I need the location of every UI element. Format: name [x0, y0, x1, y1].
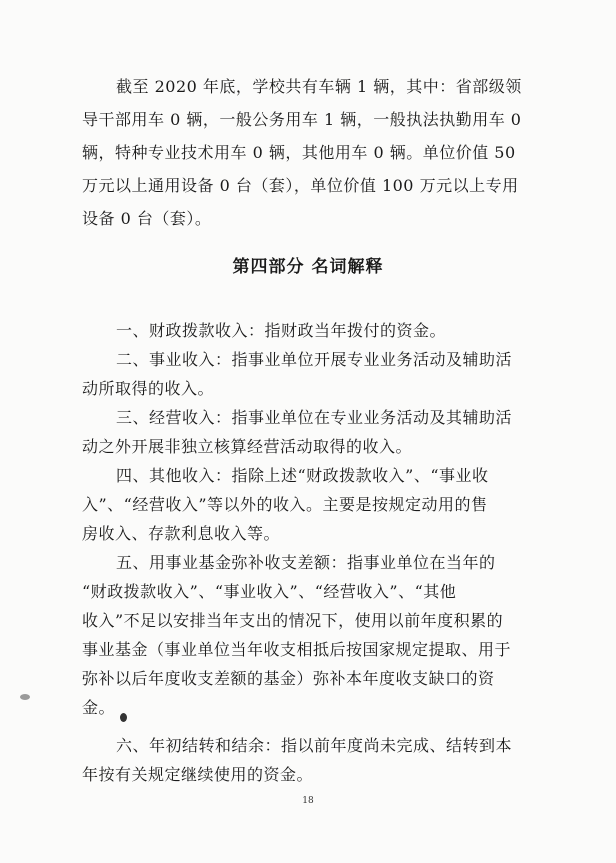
paragraph-line: 入”、“经营收入”等以外的收入。主要是按规定动用的售 [82, 495, 488, 514]
paragraph-line: 年按有关规定继续使用的资金。 [82, 765, 314, 784]
paragraph-line: 动之外开展非独立核算经营活动取得的收入。 [82, 437, 413, 456]
paragraph-line: 四、其他收入：指除上述“财政拨款收入”、“事业收 [116, 466, 489, 485]
paragraph-line: 动所取得的收入。 [82, 379, 215, 398]
paragraph-line: 弥补以后年度收支差额的基金）弥补本年度收支缺口的资 [82, 669, 495, 688]
page-number: 18 [302, 796, 314, 806]
scan-speck [20, 694, 30, 700]
paragraph-line: 事业基金（事业单位当年收支相抵后按国家规定提取、用于 [82, 640, 512, 659]
section-heading: 第四部分 名词解释 [232, 257, 384, 277]
paragraph-line: 导干部用车 0 辆，一般公务用车 1 辆，一般执法执勤用车 0 [82, 110, 522, 129]
paragraph-line: 万元以上通用设备 0 台（套），单位价值 100 万元以上专用 [82, 176, 519, 195]
paragraph-line: 金。 [82, 698, 116, 717]
paragraph-line: 设备 0 台（套）。 [82, 209, 212, 228]
paragraph-line: 辆，特种专业技术用车 0 辆，其他用车 0 辆。单位价值 50 [82, 143, 516, 162]
paragraph-line: 截至 2020 年底，学校共有车辆 1 辆，其中：省部级领 [116, 77, 522, 96]
paragraph-line: 一、财政拨款收入：指财政当年拨付的资金。 [116, 321, 447, 340]
scan-speck [120, 713, 127, 722]
paragraph-line: 六、年初结转和结余：指以前年度尚未完成、结转到本 [116, 736, 513, 755]
paragraph-line: 二、事业收入：指事业单位开展专业业务活动及辅助活 [116, 350, 513, 369]
paragraph-line: 收入”不足以安排当年支出的情况下，使用以前年度积累的 [82, 611, 504, 630]
paragraph-line: 五、用事业基金弥补收支差额：指事业单位在当年的 [116, 553, 496, 572]
paragraph-line: 房收入、存款利息收入等。 [82, 524, 281, 543]
paragraph-line: 三、经营收入：指事业单位在专业业务活动及其辅助活 [116, 408, 513, 427]
paragraph-line: “财政拨款收入”、“事业收入”、“经营收入”、“其他 [82, 582, 457, 601]
